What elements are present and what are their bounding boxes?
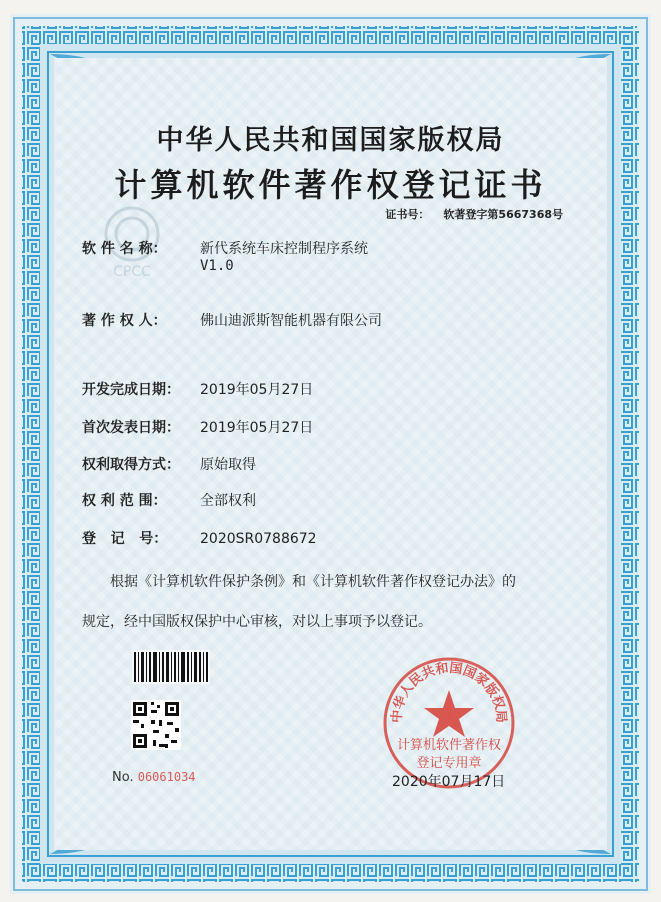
issue-date: 2020年07月17日 (392, 774, 506, 790)
field-value: 2019年05月27日 (200, 420, 314, 436)
field-value: 原始取得 (200, 457, 256, 473)
field-value: 2019年05月27日 (200, 382, 314, 398)
issuer-title: 中华人民共和国国家版权局 (156, 125, 505, 156)
field-label: 著 作 权 人： (82, 313, 167, 329)
certificate-number (385, 206, 563, 222)
seal-line-2: 登记专用章 (416, 756, 482, 771)
svg-text:CPCC: CPCC (113, 264, 151, 280)
certificate-title: 计算机软件著作权登记证书 (114, 166, 547, 204)
field-value: V1.0 (200, 258, 234, 274)
field-value: 2020SR0788672 (200, 531, 317, 547)
field-software-version (82, 258, 234, 274)
field-software-name (82, 238, 368, 258)
serial-number (112, 770, 196, 785)
field-label: 权利取得方式： (82, 457, 180, 473)
seal-star-icon (424, 690, 474, 737)
field-label: 软 件 名 称： (82, 241, 167, 257)
field-value: 全部权利 (200, 493, 256, 509)
field-rights-acquisition (82, 454, 256, 474)
qr-code-icon (131, 700, 181, 750)
field-value: 佛山迪派斯智能机器有限公司 (200, 313, 382, 329)
svg-text:中华人民共和国国家版权局: 中华人民共和国国家版权局 (389, 660, 509, 724)
field-rights-scope (82, 490, 256, 510)
field-label: 权 利 范 围： (82, 493, 167, 509)
field-publish-date (82, 417, 313, 437)
statement-line-1: 根据《计算机软件保护条例》和《计算机软件著作权登记办法》的 (110, 574, 516, 590)
certificate-number-value: 软著登字第5667368号 (443, 208, 563, 221)
statement-line-2: 规定，经中国版权保护中心审核，对以上事项予以登记。 (82, 614, 432, 630)
serial-value: 06061034 (137, 770, 196, 784)
seal-line-1: 计算机软件著作权 (396, 738, 501, 753)
barcode-icon (132, 650, 210, 684)
field-label: 首次发表日期： (82, 420, 180, 436)
field-copyright-owner (82, 310, 382, 330)
registration-statement (82, 562, 582, 642)
certificate-number-label: 证书号： (385, 208, 430, 221)
field-registration-number (82, 528, 317, 548)
serial-prefix: No. (112, 770, 134, 785)
field-label: 开发完成日期： (82, 382, 180, 398)
field-value: 新代系统车床控制程序系统 (200, 241, 368, 257)
field-development-date (82, 379, 313, 399)
field-label: 登 记 号： (82, 531, 168, 547)
